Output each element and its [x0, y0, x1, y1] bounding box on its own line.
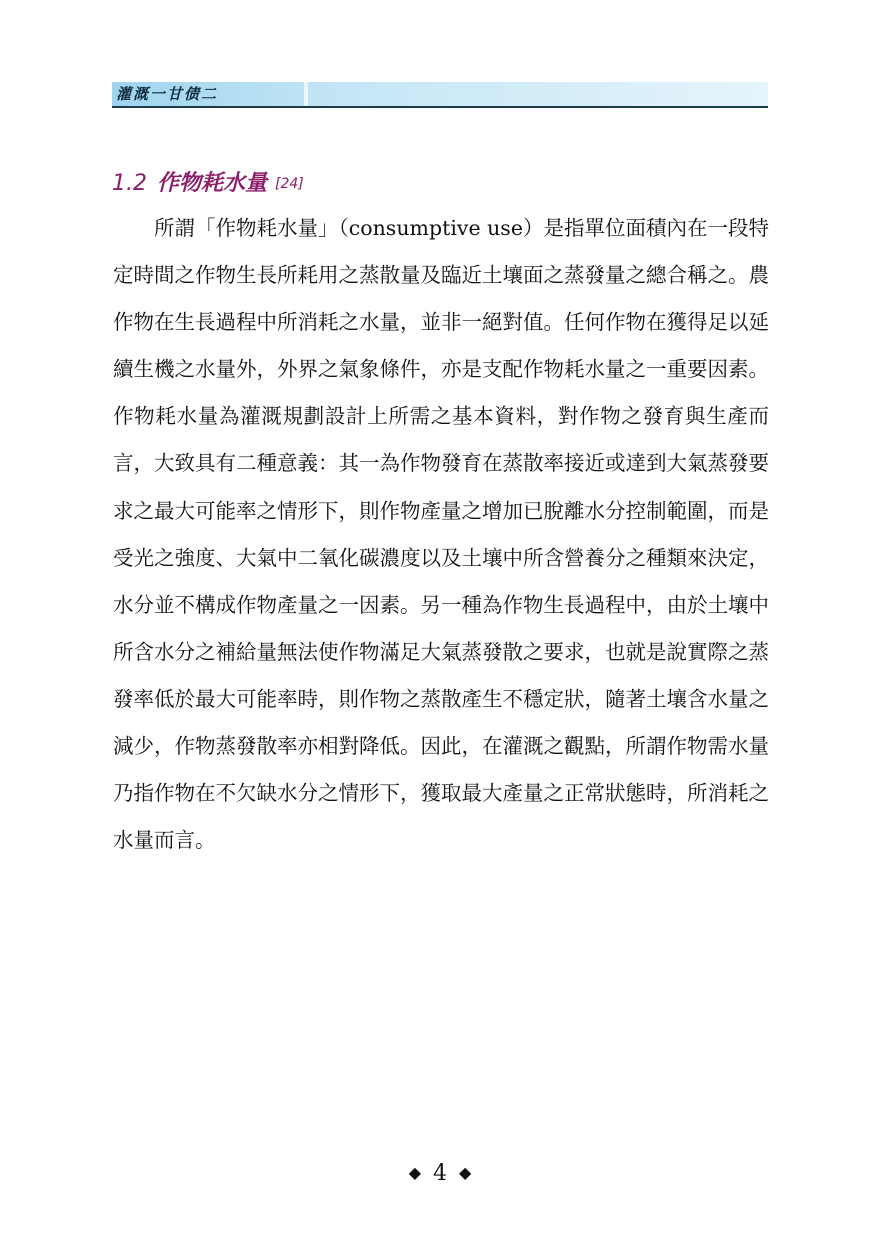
section-number: 1.2	[112, 171, 147, 196]
page-footer	[0, 1158, 880, 1189]
paragraph-1: 所謂「作物耗水量」（consumptive use）是指單位面積內在一段特定時間之作物生長所耗用之蒸散量及臨近土壤面之蒸發量之總合稱之。農作物在生長過程中所消耗之水量，並非一絕對值。任何作物在獲得足以延續生機之水量外，外界之氣象條件，亦是支配作物耗水量之一重要因素。	[113, 216, 769, 382]
footer-diamond-left-icon: ◆	[408, 1163, 421, 1182]
header-band-accent	[304, 82, 308, 106]
body-text	[113, 205, 769, 864]
footer-diamond-right-icon: ◆	[459, 1163, 472, 1182]
section-title: 作物耗水量	[157, 171, 268, 196]
running-title: 灌溉一甘债二	[116, 85, 219, 103]
header-rule	[112, 106, 768, 108]
paragraph-2: 作物耗水量為灌溉規劃設計上所需之基本資料，對作物之發育與生產而言，大致具有二種意義：其一為作物發育在蒸散率接近或達到大氣蒸發要求之最大可能率之情形下，則作物產量之增加已脫離水分控制範圍，而是受光之強度、大氣中二氧化碳濃度以及土壤中所含營養分之種類來決定，水分並不構成作物產量之一因素。另一種為作物生長過程中，由於土壤中所含水分之補給量無法使作物滿足大氣蒸發散之要求，也就是說實際之蒸發率低於最大可能率時，則作物之蒸散產生不穩定狀，隨著土壤含水量之減少，作物蒸發散率亦相對降低。因此，在灌溉之觀點，所謂作物需水量乃指作物在不欠缺水分之情形下，獲取最大產量之正常狀態時，所消耗之水量而言。	[113, 404, 769, 853]
section-reference: [24]	[275, 176, 304, 192]
section-heading	[112, 166, 304, 203]
page-number: 4	[433, 1161, 447, 1186]
